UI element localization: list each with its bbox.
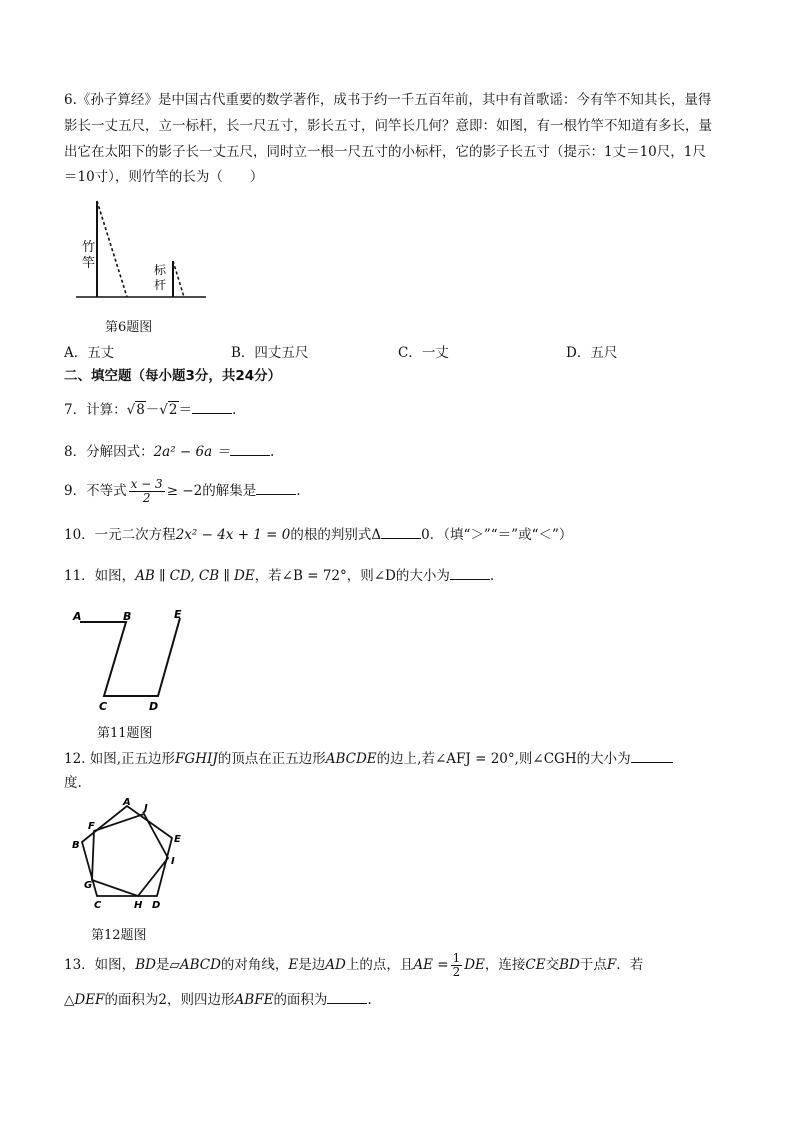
q12-line-2: 度.	[64, 775, 82, 791]
q11-caption: 第11题图	[97, 726, 153, 741]
q10: 10．一元二次方程2x² − 4x + 1 = 0的根的判别式Δ 0．（填“＞”“＝”或“＜”）	[64, 524, 572, 545]
q6-line-1: 6.《孙子算经》是中国古代重要的数学著作，成书于约一千五百年前，其中有首歌谣：今有竿不知其长，量得	[64, 92, 712, 108]
q12-point-b: B	[72, 840, 80, 851]
q11-point-b: B	[123, 610, 132, 623]
q12-point-h: H	[134, 900, 143, 911]
q8: 8．分解因式：2a² − 6a ＝ .	[64, 441, 274, 462]
q6-pole-label-2: 竿	[82, 256, 96, 271]
q13-line-1: 13．如图，BD是▱ABCD的对角线，E是边AD上的点，且AE = $\frac{1}{2}$ DE，连接CE交BD于点F．若	[64, 951, 644, 979]
q6-option-c[interactable]: C．一丈	[398, 345, 449, 361]
q6-line-3: 出它在太阳下的影子长一丈五尺，同时立一根一尺五寸的小标杆，它的影子长五寸（提示：1丈＝10尺，1尺	[64, 144, 706, 160]
q12-figure	[66, 796, 196, 916]
q11-answer-blank[interactable]	[450, 565, 490, 580]
q10-answer-blank[interactable]	[381, 524, 421, 539]
q12-point-i: I	[171, 856, 175, 867]
section-2-title: 二、填空题（每小题3分，共24分）	[64, 368, 282, 384]
q11-point-c: C	[99, 700, 108, 713]
q12-point-g: G	[84, 880, 93, 891]
q12-point-f: F	[88, 821, 95, 832]
q6-option-b[interactable]: B．四丈五尺	[231, 345, 309, 361]
q8-answer-blank[interactable]	[230, 441, 270, 456]
q7-answer-blank[interactable]	[192, 399, 232, 414]
q13-answer-blank[interactable]	[327, 989, 367, 1004]
q11-figure	[66, 602, 196, 714]
q13-line-2: △DEF的面积为2，则四边形ABFE的面积为 .	[64, 989, 372, 1010]
q12-point-e: E	[174, 834, 181, 845]
q6-line-2: 影长一丈五尺，立一标杆，长一尺五寸，影长五寸，问竿长几何？意即：如图，有一根竹竿不知道有多长，量	[64, 118, 712, 134]
q12-point-j: J	[144, 803, 148, 814]
q6-rod-label-2: 杆	[154, 278, 167, 292]
q6-pole-label-1: 竹	[82, 240, 96, 255]
q6-rod-label-1: 标	[154, 263, 167, 277]
q11-point-a: A	[73, 610, 82, 623]
q12-point-a: A	[123, 797, 131, 808]
q9-answer-blank[interactable]	[256, 480, 296, 495]
q11-point-d: D	[149, 700, 159, 713]
q12-caption: 第12题图	[91, 928, 147, 943]
q7: 7．计算：√8－√2＝ .	[64, 399, 236, 420]
q11: 11．如图，AB ∥ CD, CB ∥ DE，若∠B = 72°，则∠D的大小为 .	[64, 565, 494, 586]
q6-option-a[interactable]: A．五丈	[64, 345, 115, 361]
q12-point-c: C	[94, 900, 102, 911]
q6-option-d[interactable]: D．五尺	[566, 345, 618, 361]
q12-line-1: 12. 如图,正五边形FGHIJ的顶点在正五边形ABCDE的边上,若∠AFJ = 20°,则∠CGH的大小为	[64, 748, 673, 769]
q6-line-4: ＝10寸），则竹竿的长为（ ）	[64, 169, 264, 185]
q12-answer-blank[interactable]	[631, 748, 673, 763]
q9: 9．不等式 $\frac{x - 3}{2}$ ≥ −2的解集是 .	[64, 477, 301, 505]
q6-caption: 第6题图	[105, 320, 153, 335]
q11-point-e: E	[174, 608, 182, 621]
q12-point-d: D	[152, 900, 161, 911]
q6-figure	[72, 195, 242, 303]
